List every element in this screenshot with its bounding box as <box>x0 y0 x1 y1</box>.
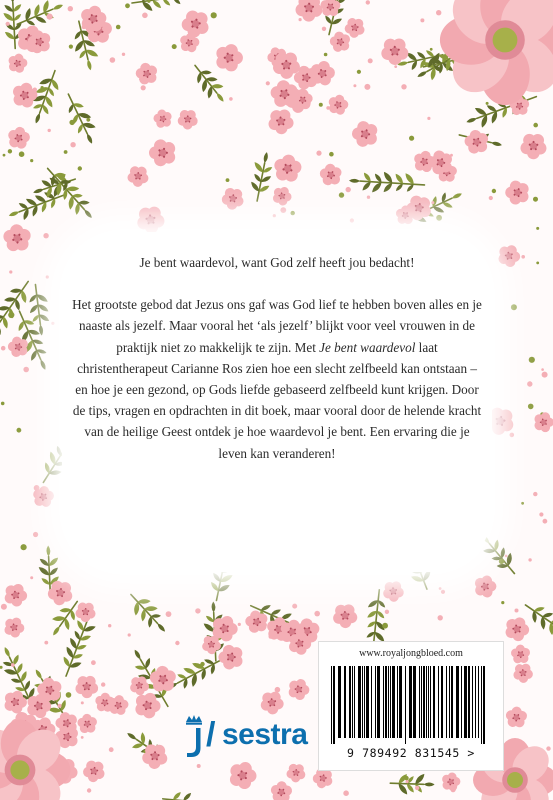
flower-icon <box>216 44 243 71</box>
dot <box>78 166 82 170</box>
dot <box>3 154 6 157</box>
barcode-bar <box>478 666 479 738</box>
dot <box>141 85 146 90</box>
leaf-icon <box>172 0 182 5</box>
dot <box>385 610 389 614</box>
leaf-icon <box>172 791 182 800</box>
dot <box>266 81 270 85</box>
dot <box>314 611 320 617</box>
barcode-bar <box>331 666 332 744</box>
dot <box>543 519 548 524</box>
dot <box>33 532 38 537</box>
flower-icon <box>219 184 248 213</box>
dot <box>51 322 54 325</box>
dot <box>21 544 27 550</box>
dot <box>420 18 424 22</box>
barcode-bar <box>472 666 473 738</box>
dot <box>1 346 6 351</box>
flower-icon <box>0 220 37 258</box>
dot <box>200 662 204 666</box>
leaf-icon <box>33 187 45 194</box>
dot <box>30 159 33 162</box>
dot <box>322 27 326 31</box>
flower-icon <box>4 583 29 608</box>
leaf-icon <box>416 70 427 79</box>
dot <box>44 641 48 645</box>
barcode-bar <box>446 666 447 738</box>
flower-icon <box>270 151 307 187</box>
barcode-bars <box>327 666 495 744</box>
dot <box>172 44 177 49</box>
barcode-bar <box>385 666 387 738</box>
flower-icon <box>267 778 296 800</box>
dot <box>23 367 29 373</box>
flower-icon <box>74 711 101 738</box>
flower-icon <box>502 176 535 209</box>
barcode-bar <box>397 666 398 738</box>
dot <box>273 214 276 217</box>
dot <box>142 13 148 19</box>
dot <box>91 660 96 665</box>
crown-j-logo-icon <box>181 713 207 759</box>
leaf-icon <box>34 112 41 124</box>
dot <box>66 692 72 698</box>
flower-icon <box>505 616 531 642</box>
dot <box>108 624 111 627</box>
barcode-bar <box>430 666 431 738</box>
dot <box>291 211 295 215</box>
dot <box>528 404 534 410</box>
flower-icon <box>80 757 109 786</box>
flower-icon <box>316 160 346 190</box>
dot <box>415 786 419 790</box>
dot <box>533 492 537 496</box>
dot <box>41 86 44 89</box>
dot <box>536 227 539 230</box>
flower-icon <box>284 761 308 785</box>
dot <box>62 175 65 178</box>
flower-icon <box>74 673 102 701</box>
dot <box>30 576 33 579</box>
flower-icon <box>512 661 535 684</box>
dot <box>81 701 84 704</box>
dot <box>536 262 539 265</box>
dot <box>533 123 538 128</box>
dot <box>48 129 51 132</box>
dot <box>292 604 297 609</box>
dot <box>1 604 7 610</box>
dot <box>128 633 131 636</box>
dot <box>441 590 445 594</box>
dot <box>329 152 334 157</box>
barcode-bar <box>377 666 380 738</box>
dot <box>436 10 441 15</box>
dot <box>527 381 532 386</box>
dot <box>275 687 281 693</box>
leaf-icon <box>151 0 162 9</box>
barcode-bar <box>483 666 485 744</box>
dot <box>521 502 524 505</box>
dot <box>431 201 434 204</box>
barcode-bar <box>438 666 439 738</box>
dot <box>499 559 504 564</box>
barcode-bar <box>409 666 412 738</box>
dot <box>510 433 515 438</box>
blurb-paragraph <box>70 294 484 464</box>
dot <box>1 402 5 406</box>
dot <box>8 149 12 153</box>
dot <box>68 6 73 11</box>
flower-icon <box>136 204 167 236</box>
dot <box>368 58 373 63</box>
barcode-bar <box>333 666 335 744</box>
barcode-bar <box>354 666 355 738</box>
leaf-icon <box>46 545 50 556</box>
leaf-icon <box>141 0 154 13</box>
flower-icon <box>498 244 522 268</box>
dot <box>364 84 370 90</box>
flower-icon <box>325 93 351 118</box>
barcode-bar <box>362 666 363 738</box>
dot <box>501 601 504 604</box>
dot <box>47 14 53 20</box>
dot <box>382 623 388 629</box>
leaf-icon <box>466 117 478 124</box>
barcode-bar <box>413 666 416 738</box>
dot <box>280 207 286 213</box>
leaf-icon <box>156 622 166 633</box>
barcode-bar <box>375 666 376 738</box>
dot <box>515 609 519 613</box>
leaf-icon <box>451 192 463 200</box>
dot <box>81 736 84 739</box>
flower-icon <box>534 412 553 432</box>
flower-icon <box>331 601 360 630</box>
barcode-box <box>318 641 504 771</box>
leaf-icon <box>133 649 142 660</box>
dot <box>0 666 3 669</box>
barcode-bar <box>399 666 402 738</box>
dot <box>319 103 323 107</box>
dot <box>401 84 406 89</box>
barcode-bar <box>461 666 462 738</box>
dot <box>541 368 544 371</box>
flower-icon <box>176 107 201 132</box>
barcode-bar <box>421 666 422 738</box>
barcode-bar <box>468 666 470 738</box>
barcode-bar <box>464 666 467 738</box>
dot <box>430 48 433 51</box>
leaf-icon <box>263 152 269 164</box>
flower-icon <box>125 163 151 190</box>
flower-icon <box>132 59 162 89</box>
dot <box>69 120 74 125</box>
barcode-bar <box>433 666 435 738</box>
dot <box>19 151 25 157</box>
barcode-bar <box>456 666 459 738</box>
leaf-icon <box>182 792 193 800</box>
dot <box>166 611 172 617</box>
dot <box>339 192 344 197</box>
dot <box>353 84 356 87</box>
barcode-bar <box>349 666 351 738</box>
dot <box>394 65 397 68</box>
flower-icon <box>439 770 463 794</box>
dot <box>299 18 302 21</box>
dot <box>101 682 105 686</box>
dot <box>367 196 370 199</box>
barcode-bar <box>481 666 482 744</box>
dot <box>109 747 114 752</box>
dot <box>110 57 116 63</box>
publisher-slash: / <box>206 716 216 754</box>
dot <box>6 22 10 26</box>
dot <box>533 197 538 202</box>
barcode-bar <box>390 666 391 738</box>
barcode-bar <box>364 666 365 738</box>
leaf-icon <box>39 359 47 371</box>
dot <box>69 45 73 49</box>
leaf-icon <box>211 601 215 612</box>
barcode-bar <box>366 666 369 738</box>
dot <box>486 102 489 105</box>
dot <box>197 764 201 768</box>
flower-icon <box>229 761 257 789</box>
leaf-icon <box>86 59 92 71</box>
barcode-bar <box>426 666 427 738</box>
barcode-bar <box>451 666 453 738</box>
dot <box>195 608 200 613</box>
dot <box>64 150 68 154</box>
dot <box>439 587 442 590</box>
dot <box>366 0 370 4</box>
dot <box>489 196 493 200</box>
dot <box>324 53 328 57</box>
barcode-bar <box>475 666 476 738</box>
dot <box>350 218 354 222</box>
flower-icon <box>5 124 34 153</box>
barcode-bar <box>338 666 341 738</box>
dot <box>125 3 130 8</box>
leaf-icon <box>0 325 2 336</box>
flower-icon <box>145 135 182 172</box>
dot <box>406 780 409 783</box>
dot <box>8 312 14 318</box>
dot <box>528 558 531 561</box>
dot <box>229 97 233 101</box>
dot <box>70 142 75 147</box>
dot <box>546 746 550 750</box>
flower-icon <box>4 616 26 638</box>
flower-icon <box>267 107 296 137</box>
dot <box>346 187 351 192</box>
flower-icon <box>4 690 27 714</box>
dot <box>147 0 150 3</box>
blurb-lead: Je bent waardevol, want God zelf heeft jou bedacht! <box>139 255 415 270</box>
dot <box>226 178 230 182</box>
publisher-name: sestra <box>222 718 308 751</box>
dot <box>427 117 430 120</box>
dot <box>409 136 414 141</box>
dot <box>211 12 217 18</box>
dot <box>529 357 535 363</box>
dot <box>175 641 179 645</box>
leaf-icon <box>3 646 11 658</box>
publisher-url: www.royaljongbloed.com <box>359 648 463 659</box>
dot <box>11 663 15 667</box>
flower-icon <box>272 185 293 206</box>
leaf-icon <box>52 3 64 11</box>
book-title: Je bent waardevol <box>319 339 416 355</box>
barcode-bar <box>344 666 346 738</box>
flower-icon <box>288 678 310 701</box>
dot <box>116 25 121 30</box>
flower-icon <box>150 106 176 132</box>
barcode-bar <box>441 666 443 738</box>
dot <box>43 233 48 238</box>
barcode-bar <box>392 666 395 738</box>
dot <box>505 555 508 558</box>
barcode-bar <box>449 666 450 738</box>
flower-icon <box>518 130 550 163</box>
dot <box>357 70 361 74</box>
leaf-icon <box>8 210 20 217</box>
leaf-icon <box>424 782 435 786</box>
leaf-icon <box>349 179 360 183</box>
flower-icon <box>471 573 499 601</box>
blurb <box>70 252 484 464</box>
dot <box>58 704 62 708</box>
dot <box>542 372 548 378</box>
dot <box>87 788 91 792</box>
dot <box>343 790 349 796</box>
dot <box>238 623 241 626</box>
flower-icon <box>348 117 384 153</box>
leaf-icon <box>162 0 172 7</box>
barcode-bar <box>371 666 372 738</box>
flower-icon <box>508 642 534 668</box>
leaf-icon <box>86 133 94 145</box>
large-flower-icon <box>440 0 553 105</box>
dot <box>9 270 12 273</box>
flower-icon <box>259 689 286 716</box>
dot <box>86 118 90 122</box>
flower-icon <box>382 579 406 604</box>
blurb-part-2: laat christentherapeut Carianne Ros zien hoe een slecht zelfbeeld kan ontstaan – en hoe je een gezond, op Gods liefde gebaseerd zelfbeeld kunt krijgen. Door de tips, vragen en opdrachten in dit boek, maar vooral door de helende kracht van de heilige Geest ontdek je hoe waardevol je bent. Een ervaring die je leven kan veranderen! <box>72 339 482 461</box>
barcode-bar <box>405 666 406 744</box>
dot <box>46 275 49 278</box>
dot <box>539 512 543 516</box>
stem <box>178 659 224 683</box>
barcode-bar <box>388 666 389 738</box>
barcode-bar <box>423 666 425 738</box>
dot <box>17 428 22 433</box>
leaf-icon <box>491 141 503 147</box>
dot <box>122 53 125 56</box>
barcode-bar <box>383 666 384 738</box>
dot <box>316 151 321 156</box>
isbn-number: 9 789492 831545 > <box>347 746 475 760</box>
flower-icon <box>502 704 531 733</box>
dot <box>521 255 525 259</box>
dot <box>438 615 443 620</box>
flower-icon <box>73 599 98 624</box>
flower-icon <box>242 607 273 638</box>
dot <box>511 304 517 310</box>
barcode-bar <box>352 666 353 738</box>
dot <box>492 189 496 193</box>
barcode-bar <box>419 666 420 738</box>
dot <box>404 776 408 780</box>
dot <box>436 215 442 221</box>
barcode-bar <box>428 666 429 738</box>
flower-icon <box>5 52 30 76</box>
barcode-bar <box>358 666 361 738</box>
leaf-icon <box>83 208 93 219</box>
blurb-part-1: Het grootste gebod dat Jezus ons gaf was God lief te hebben boven alles en je naaste als jezelf. Maar vooral het ‘als jezelf’ blijkt voor veel vrouwen in de praktijk niet zo makkelijk te zijn. Met <box>72 297 482 355</box>
